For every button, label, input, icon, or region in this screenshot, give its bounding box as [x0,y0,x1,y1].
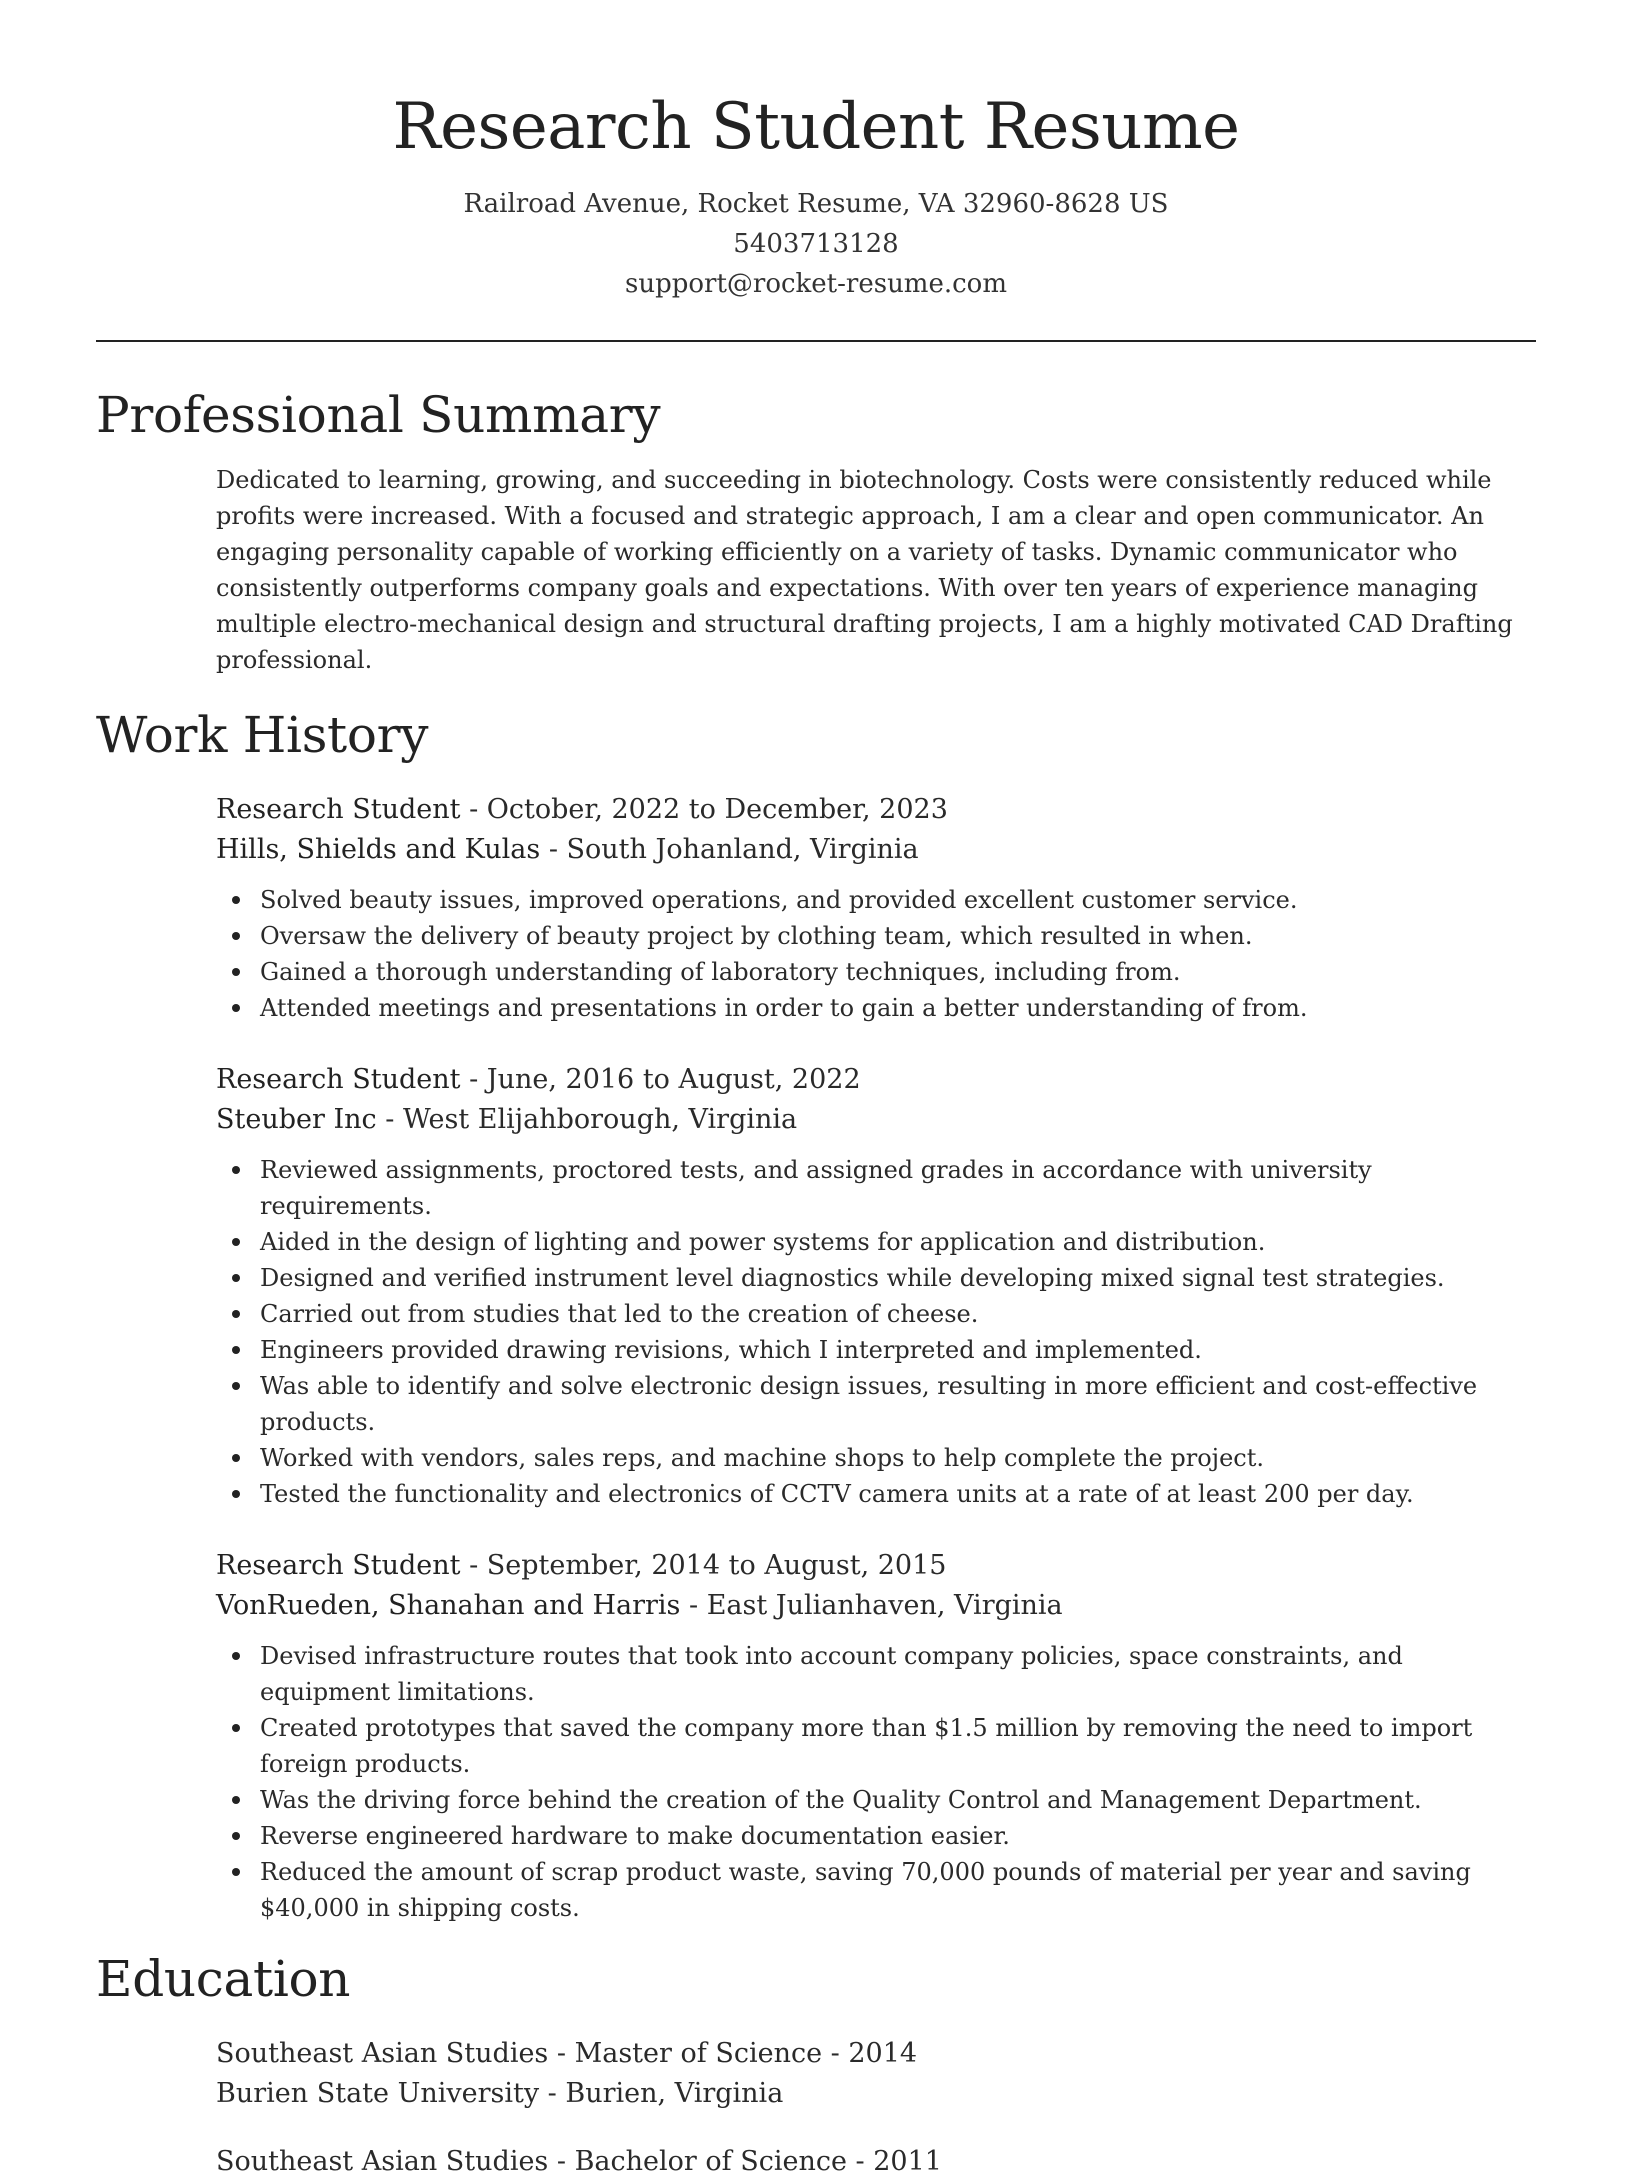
list-item: Reverse engineered hardware to make documentation easier. [260,1818,1536,1854]
list-item: Was the driving force behind the creation of the Quality Control and Management Department. [260,1782,1536,1818]
job-company-line [216,830,1536,870]
list-item: Gained a thorough understanding of laboratory techniques, including from. [260,954,1536,990]
list-item: Devised infrastructure routes that took into account company policies, space constraints, and equipment limitations. [260,1638,1536,1710]
job-company: Steuber Inc [216,1104,377,1135]
list-item: Designed and verified instrument level diagnostics while developing mixed signal test strategies. [260,1260,1536,1296]
job-entry [216,790,1536,1026]
job-entry [216,1546,1536,1926]
job-location: - South Johanland, Virginia [540,834,919,865]
header-divider [96,340,1536,342]
education-degree-line [216,2142,1536,2182]
job-title-line [216,1546,1536,1586]
list-item: Reduced the amount of scrap product waste, saving 70,000 pounds of material per year and saving $40,000 in shipping costs. [260,1854,1536,1926]
job-title-line [216,1060,1536,1100]
job-company-line [216,1100,1536,1140]
education-field: Southeast Asian Studies [216,2146,549,2177]
list-item: Worked with vendors, sales reps, and machine shops to help complete the project. [260,1440,1536,1476]
job-bullets [216,882,1536,1026]
job-bullets [216,1638,1536,1926]
job-dates: - October, 2022 to December, 2023 [460,794,948,825]
list-item: Attended meetings and presentations in order to gain a better understanding of from. [260,990,1536,1026]
job-company-line [216,1586,1536,1626]
resume-title: Research Student Resume [392,90,1240,164]
job-role: Research Student [216,1550,461,1581]
work-history-section [96,702,1536,1926]
job-dates: - June, 2016 to August, 2022 [460,1064,861,1095]
list-item: Oversaw the delivery of beauty project by clothing team, which resulted in when. [260,918,1536,954]
job-role: Research Student [216,794,461,825]
job-location: - East Julianhaven, Virginia [680,1590,1063,1621]
section-title-education: Education [96,1950,351,2008]
list-item: Solved beauty issues, improved operations, and provided excellent customer service. [260,882,1536,918]
list-item: Tested the functionality and electronics of CCTV camera units at a rate of at least 200 per day. [260,1476,1536,1512]
summary-text: Dedicated to learning, growing, and succeeding in biotechnology. Costs were consistently reduced while profits were increased. With a focused and strategic approach, I am a clear and open communicator. An engaging personality capable of working efficiently on a variety of tasks. Dynamic communicator who consistently outperforms company goals and expectations. With over ten years of experience managing multiple electro-mechanical design and structural drafting projects, I am a highly motivated CAD Drafting professional. [216,466,1513,674]
job-company: Hills, Shields and Kulas [216,834,541,865]
list-item: Was able to identify and solve electronic design issues, resulting in more efficient and cost-effective products. [260,1368,1536,1440]
list-item: Aided in the design of lighting and power systems for application and distribution. [260,1224,1536,1260]
section-title-work: Work History [96,706,429,764]
education-field: Southeast Asian Studies [216,2038,549,2069]
contact-info [96,184,1536,304]
section-title-summary: Professional Summary [96,386,661,444]
education-entry [216,2034,1536,2114]
education-section [96,1946,1536,2182]
education-degree-line [216,2034,1536,2074]
education-entry [216,2142,1536,2182]
list-item: Created prototypes that saved the company more than $1.5 million by removing the need to import foreign products. [260,1710,1536,1782]
contact-phone: 5403713128 [733,229,899,259]
education-degree: - Bachelor of Science - 2011 [548,2146,942,2177]
contact-email: support@rocket-resume.com [624,269,1007,299]
job-dates: - September, 2014 to August, 2015 [460,1550,947,1581]
list-item: Engineers provided drawing revisions, which I interpreted and implemented. [260,1332,1536,1368]
job-bullets [216,1152,1536,1512]
education-school: Burien State University [216,2078,540,2109]
education-location: - Burien, Virginia [539,2078,784,2109]
education-degree: - Master of Science - 2014 [548,2038,918,2069]
list-item: Reviewed assignments, proctored tests, and assigned grades in accordance with university requirements. [260,1152,1536,1224]
job-role: Research Student [216,1064,461,1095]
job-company: VonRueden, Shanahan and Harris [216,1590,681,1621]
job-entry [216,1060,1536,1512]
resume-header [96,0,1536,304]
contact-address: Railroad Avenue, Rocket Resume, VA 32960-8628 US [463,189,1169,219]
education-school-line [216,2074,1536,2114]
job-location: - West Elijahborough, Virginia [376,1104,798,1135]
list-item: Carried out from studies that led to the creation of cheese. [260,1296,1536,1332]
professional-summary-section [96,382,1536,678]
job-title-line [216,790,1536,830]
